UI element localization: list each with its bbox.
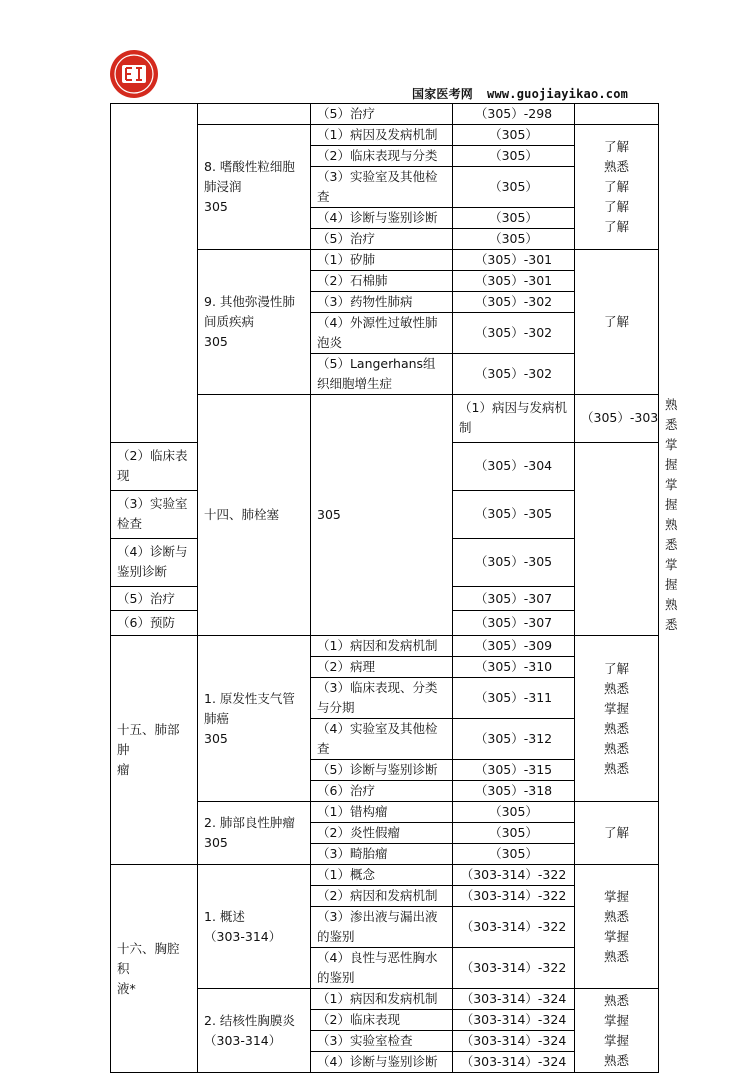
item-cell: （5）治疗 xyxy=(111,586,198,611)
requirement-cell: 掌握 熟悉 掌握 熟悉 xyxy=(575,865,659,989)
unit-cell: 十四、肺栓塞 xyxy=(198,395,311,636)
item-cell: （1）病因和发病机制 xyxy=(311,636,453,657)
code-cell: （305）-301 xyxy=(453,271,575,292)
code-cell: （305） xyxy=(453,229,575,250)
topic-cell: 1. 原发性支气管 肺癌 305 xyxy=(198,636,311,802)
item-cell: （5）治疗 xyxy=(311,229,453,250)
table-row xyxy=(111,865,659,886)
code-cell: （305）-307 xyxy=(453,586,575,611)
code-cell: （305）-315 xyxy=(453,760,575,781)
code-cell: （303-314）-322 xyxy=(453,907,575,948)
requirement-cell: 了解 xyxy=(575,250,659,395)
item-cell: （1）错构瘤 xyxy=(311,802,453,823)
item-cell: （4）诊断与鉴别诊断 xyxy=(311,1052,453,1073)
site-url[interactable]: www.guojiayikao.com xyxy=(487,87,629,101)
topic-cell: 9. 其他弥漫性肺 间质疾病 305 xyxy=(198,250,311,395)
code-cell: （305）-305 xyxy=(453,538,575,586)
item-cell: （4）诊断与鉴别诊断 xyxy=(111,538,198,586)
unit-cell xyxy=(111,104,198,443)
item-cell: （2）石棉肺 xyxy=(311,271,453,292)
item-cell: （6）预防 xyxy=(111,611,198,636)
requirement-cell: 了解 熟悉 掌握 熟悉 熟悉 熟悉 xyxy=(575,636,659,802)
code-cell: （303-314）-324 xyxy=(453,1010,575,1031)
topic-cell: 8. 嗜酸性粒细胞 肺浸润 305 xyxy=(198,125,311,250)
code-cell: （305） xyxy=(453,823,575,844)
item-cell: （2）临床表现与分类 xyxy=(311,146,453,167)
item-cell: （6）治疗 xyxy=(311,781,453,802)
code-cell: （305） xyxy=(453,208,575,229)
code-cell: （305）-318 xyxy=(453,781,575,802)
code-cell: （305）-303 xyxy=(575,395,659,443)
code-cell: （303-314）-324 xyxy=(453,1052,575,1073)
code-cell: （305）-311 xyxy=(453,678,575,719)
item-cell: （4）诊断与鉴别诊断 xyxy=(311,208,453,229)
item-cell: （3）临床表现、分类与分期 xyxy=(311,678,453,719)
item-cell: （5）Langerhans组织细胞增生症 xyxy=(311,354,453,395)
code-cell: （305） xyxy=(453,125,575,146)
code-cell: （305）-301 xyxy=(453,250,575,271)
code-cell: （305）-305 xyxy=(453,490,575,538)
code-cell: （305）-309 xyxy=(453,636,575,657)
item-cell: （1）病因与发病机制 xyxy=(453,395,575,443)
site-name: 国家医考网 xyxy=(412,87,474,101)
item-cell: （4）良性与恶性胸水的鉴别 xyxy=(311,948,453,989)
requirement-cell xyxy=(575,104,659,125)
requirement-cell: 了解 xyxy=(575,802,659,865)
code-cell: （305） xyxy=(453,802,575,823)
item-cell: （5）诊断与鉴别诊断 xyxy=(311,760,453,781)
code-cell: （303-314）-322 xyxy=(453,948,575,989)
topic-cell: 305 xyxy=(311,395,453,636)
table-row xyxy=(111,104,659,125)
item-cell: （4）实验室及其他检查 xyxy=(311,719,453,760)
item-cell: （4）外源性过敏性肺泡炎 xyxy=(311,313,453,354)
code-cell: （305）-302 xyxy=(453,354,575,395)
item-cell: （3）实验室检查 xyxy=(111,490,198,538)
code-cell: （305）-312 xyxy=(453,719,575,760)
page-header xyxy=(412,85,628,102)
item-cell: （1）病因及发病机制 xyxy=(311,125,453,146)
code-cell: （305）-307 xyxy=(453,611,575,636)
unit-cell: 十五、肺部肿 瘤 xyxy=(111,636,198,865)
code-cell: （303-314）-324 xyxy=(453,989,575,1010)
code-cell: （303-314）-322 xyxy=(453,886,575,907)
item-cell: （3）实验室及其他检查 xyxy=(311,167,453,208)
requirement-cell: 熟悉 掌握 掌握 熟悉 xyxy=(575,989,659,1073)
item-cell: （2）病因和发病机制 xyxy=(311,886,453,907)
unit-cell: 十六、胸腔积 液* xyxy=(111,865,198,1073)
code-cell: （305）-302 xyxy=(453,292,575,313)
requirement-cell: 了解 熟悉 了解 了解 了解 xyxy=(575,125,659,250)
item-cell: （2）炎性假瘤 xyxy=(311,823,453,844)
topic-cell: 2. 结核性胸膜炎 （303-314） xyxy=(198,989,311,1073)
item-cell: （3）实验室检查 xyxy=(311,1031,453,1052)
code-cell: （305）-304 xyxy=(453,442,575,490)
topic-cell xyxy=(198,104,311,125)
table-row: 十四、肺栓塞 305 （1）病因与发病机制 （305）-303 熟悉 掌握 掌握 熟悉 掌握 熟悉 xyxy=(111,395,659,443)
item-cell: （3）畸胎瘤 xyxy=(311,844,453,865)
code-cell: （303-314）-324 xyxy=(453,1031,575,1052)
site-logo xyxy=(108,48,160,100)
table-row xyxy=(111,636,659,657)
syllabus-table xyxy=(110,103,678,1073)
topic-cell: 1. 概述 （303-314） xyxy=(198,865,311,989)
code-cell: （303-314）-322 xyxy=(453,865,575,886)
item-cell: （3）渗出液与漏出液的鉴别 xyxy=(311,907,453,948)
code-cell: （305）-310 xyxy=(453,657,575,678)
code-cell: （305） xyxy=(453,167,575,208)
code-cell: （305） xyxy=(453,844,575,865)
code-cell: （305） xyxy=(453,146,575,167)
item-cell: （3）药物性肺病 xyxy=(311,292,453,313)
code-cell: （305）-302 xyxy=(453,313,575,354)
topic-cell: 2. 肺部良性肿瘤 305 xyxy=(198,802,311,865)
item-cell: （1）矽肺 xyxy=(311,250,453,271)
code-cell: （305）-298 xyxy=(453,104,575,125)
item-cell: （5）治疗 xyxy=(311,104,453,125)
item-cell: （1）概念 xyxy=(311,865,453,886)
item-cell: （1）病因和发病机制 xyxy=(311,989,453,1010)
item-cell: （2）临床表现 xyxy=(311,1010,453,1031)
item-cell: （2）临床表现 xyxy=(111,442,198,490)
item-cell: （2）病理 xyxy=(311,657,453,678)
